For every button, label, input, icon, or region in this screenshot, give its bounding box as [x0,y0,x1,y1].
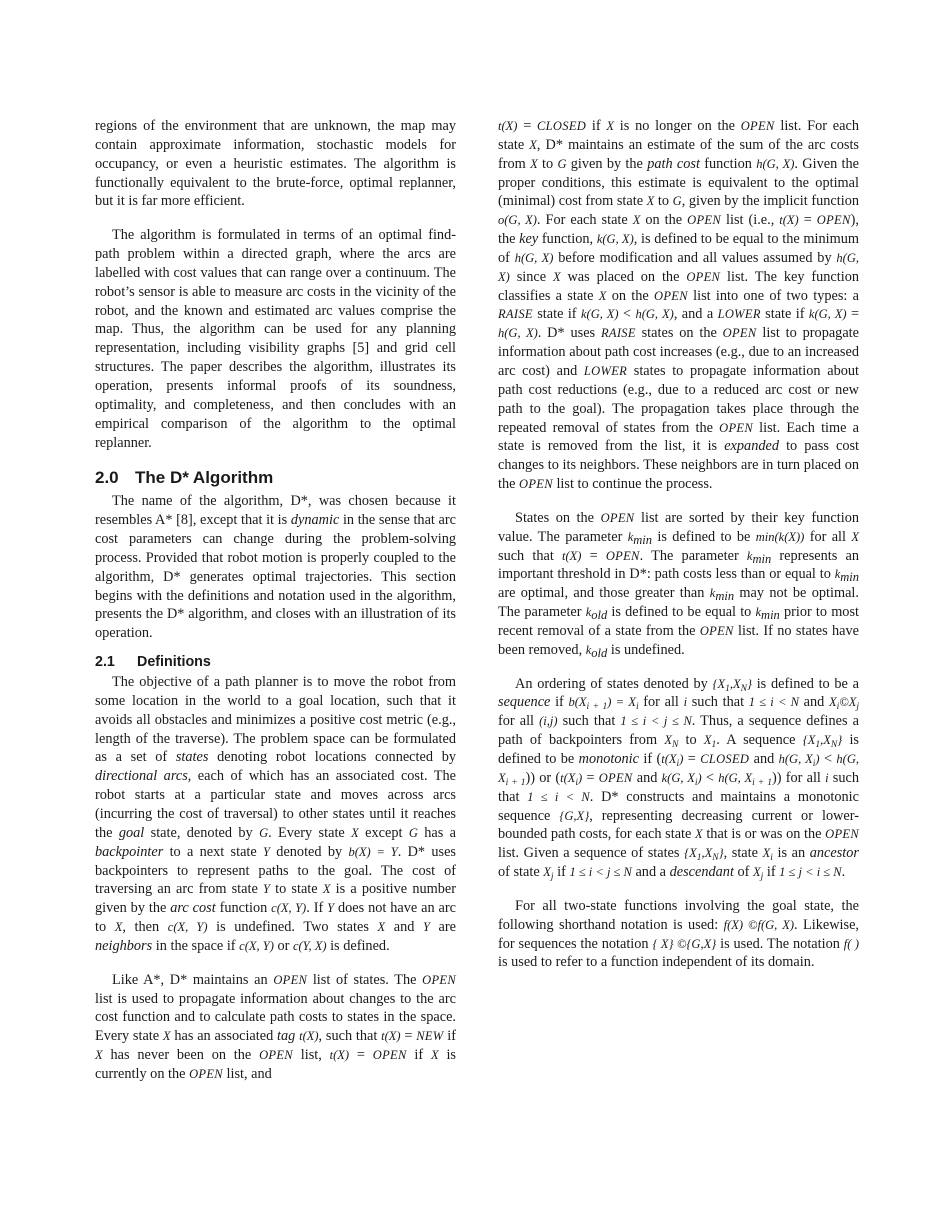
definitions-paragraph: The objective of a path planner is to move the robot from some location in the world to a goal location, such that it avoids all obstacles and minimizes a positive cost metric (e.g., length of the traverse). The problem space can be formulated as a set of states denoting robot locations connected by directional arcs, each of which has an associated cost. The robot starts at a particular state and moves across arcs (incurring the cost of traversal) to other states until it reaches the goal state, denoted by G. Every state X except G has a backpointer to a next state Y denoted by b(X) = Y. D* uses backpointers to represent paths to the goal. The cost of traversing an arc from state Y to state X is a positive number given by the arc cost function c(X, Y). If Y does not have an arc to X, then c(X, Y) is undefined. Two states X and Y are neighbors in the space if c(X, Y) or c(Y, X) is defined. [95,674,457,954]
intro-paragraph: regions of the environment that are unknown, the map may contain approximate information, stochastic models for occupancy, or even a heuristic estimates. The algorithm is functionally equivalent to the brute-force, optimal replanner, but it is far more efficient. [95,118,456,210]
right-column [498,117,859,972]
subsection-number: 2.1 [95,654,115,671]
section-title: The D* Algorithm [135,468,274,488]
subsection-title: Definitions [137,654,211,671]
section-number: 2.0 [95,468,119,488]
subsection-heading [95,653,456,671]
formulation-paragraph: The algorithm is formulated in terms of an optimal find-path problem within a directed graph, where the arcs are labelled with cost values that can range over a continuum. The robot’s sensor is able to measure arc costs in the vicinity of the robot, and the known and estimated arc values comprise the map. Thus, the algorithm can be used for any planning representation, including visibility graphs [5] and grid cell structures. The paper describes the algorithm, illustrates its operation, presents informal proofs of its soundness, optimality, and completeness, and then concludes with an empirical comparison of the algorithm to the optimal replanner. [95,227,456,451]
tag-continuation-paragraph: t(X) = CLOSED if X is no longer on the OPEN list. For each state X, D* maintains an estimate of the sum of the arc costs from X to G given by the path cost function h(G, X). Given the proper conditions, this estimate is equivalent to the optimal (minimal) cost from state X to G, given by the implicit function o(G, X). For each state X on the OPEN list (i.e., t(X) = OPEN), the key function, k(G, X), is defined to be equal to the minimum of h(G, X) before modification and all values assumed by h(G, X) since X was placed on the OPEN list. The key function classifies a state X on the OPEN list into one of two types: a RAISE state if k(G, X) < h(G, X), and a LOWER state if k(G, X) = h(G, X). D* uses RAISE states on the OPEN list to propagate information about path cost increases (e.g., due to an increased arc cost) and LOWER states to propagate information about path cost reductions (e.g., due to a reduced arc cost or new path to the goal). The propagation takes place through the repeated removal of states from the OPEN list. Each time a state is removed from the list, it is expanded to pass cost changes to its neighbors. These neighbors are in turn placed on the OPEN list to continue the process. [498,118,860,493]
kmin-paragraph: States on the OPEN list are sorted by their key function value. The parameter $k_{min}$ is defined to be min(k(X)) for all X such that t(X) = OPEN. The parameter $k_{min}$ represents an important threshold in D*: path costs less than or equal to $k_{min}$ are optimal, and those greater than $k_{min}$ may not be optimal. The parameter $k_{old}$ is defined to be equal to $k_{min}$ prior to most recent removal of a state from the OPEN list. If no states have been removed, $k_{old}$ is undefined. [498,509,859,660]
shorthand-paragraph: For all two-state functions involving the goal state, the following shorthand notation is used: f(X) ©f(G, X). Likewise, for sequences the notation { X} ©{G,X} is used. The notation f( ) is used to refer to a function independent of its domain. [498,897,859,971]
left-column [95,117,456,1084]
sequence-paragraph: An ordering of states denoted by $\{X_1,X_N\}$ is defined to be a sequence if $b(X_{i + 1}) = X_i$ for all i such that 1 ≤ i < N and $X_i©X_j$ for all (i,j) such that 1 ≤ i < j ≤ N. Thus, a sequence defines a path of backpointers from $X_N$ to $X_1$. A sequence $\{X_1,X_N\}$ is defined to be monotonic if ($t(X_i)$ = CLOSED and h(G, $X_i) < h(G$, $X_{i + 1}$)) or ($t(X_i)$ = OPEN and k(G, $X_i) < h(G$, $X_{i + 1}$)) for all i such that 1 ≤ i < N. D* constructs and maintains a monotonic sequence {G,X}, representing decreasing current or lower-bounded path costs, for each state X that is or was on the OPEN list. Given a sequence of states $\{X_1,X_N\}$, state $X_i$ is an ancestor of state $X_j$ if 1 ≤ i < j ≤ N and a descendant of $X_j$ if 1 ≤ j < i ≤ N. [498,675,860,883]
open-list-paragraph: Like A*, D* maintains an OPEN list of states. The OPEN list is used to propagate information about changes to the arc cost function and to calculate path costs to states in the space. Every state X has an associated tag t(X), such that t(X) = NEW if X has never been on the OPEN list, t(X) = OPEN if X is currently on the OPEN list, and [95,971,457,1082]
algorithm-name-paragraph: The name of the algorithm, D*, was chosen because it resembles A* [8], except that it is dynamic in the sense that arc cost parameters can change during the problem-solving process. Provided that robot motion is properly coupled to the algorithm, D* generates optimal trajectories. This section begins with the definitions and notation used in the algorithm, presents the D* algorithm, and closes with an illustration of its operation. [95,493,456,642]
section-heading [95,468,456,488]
